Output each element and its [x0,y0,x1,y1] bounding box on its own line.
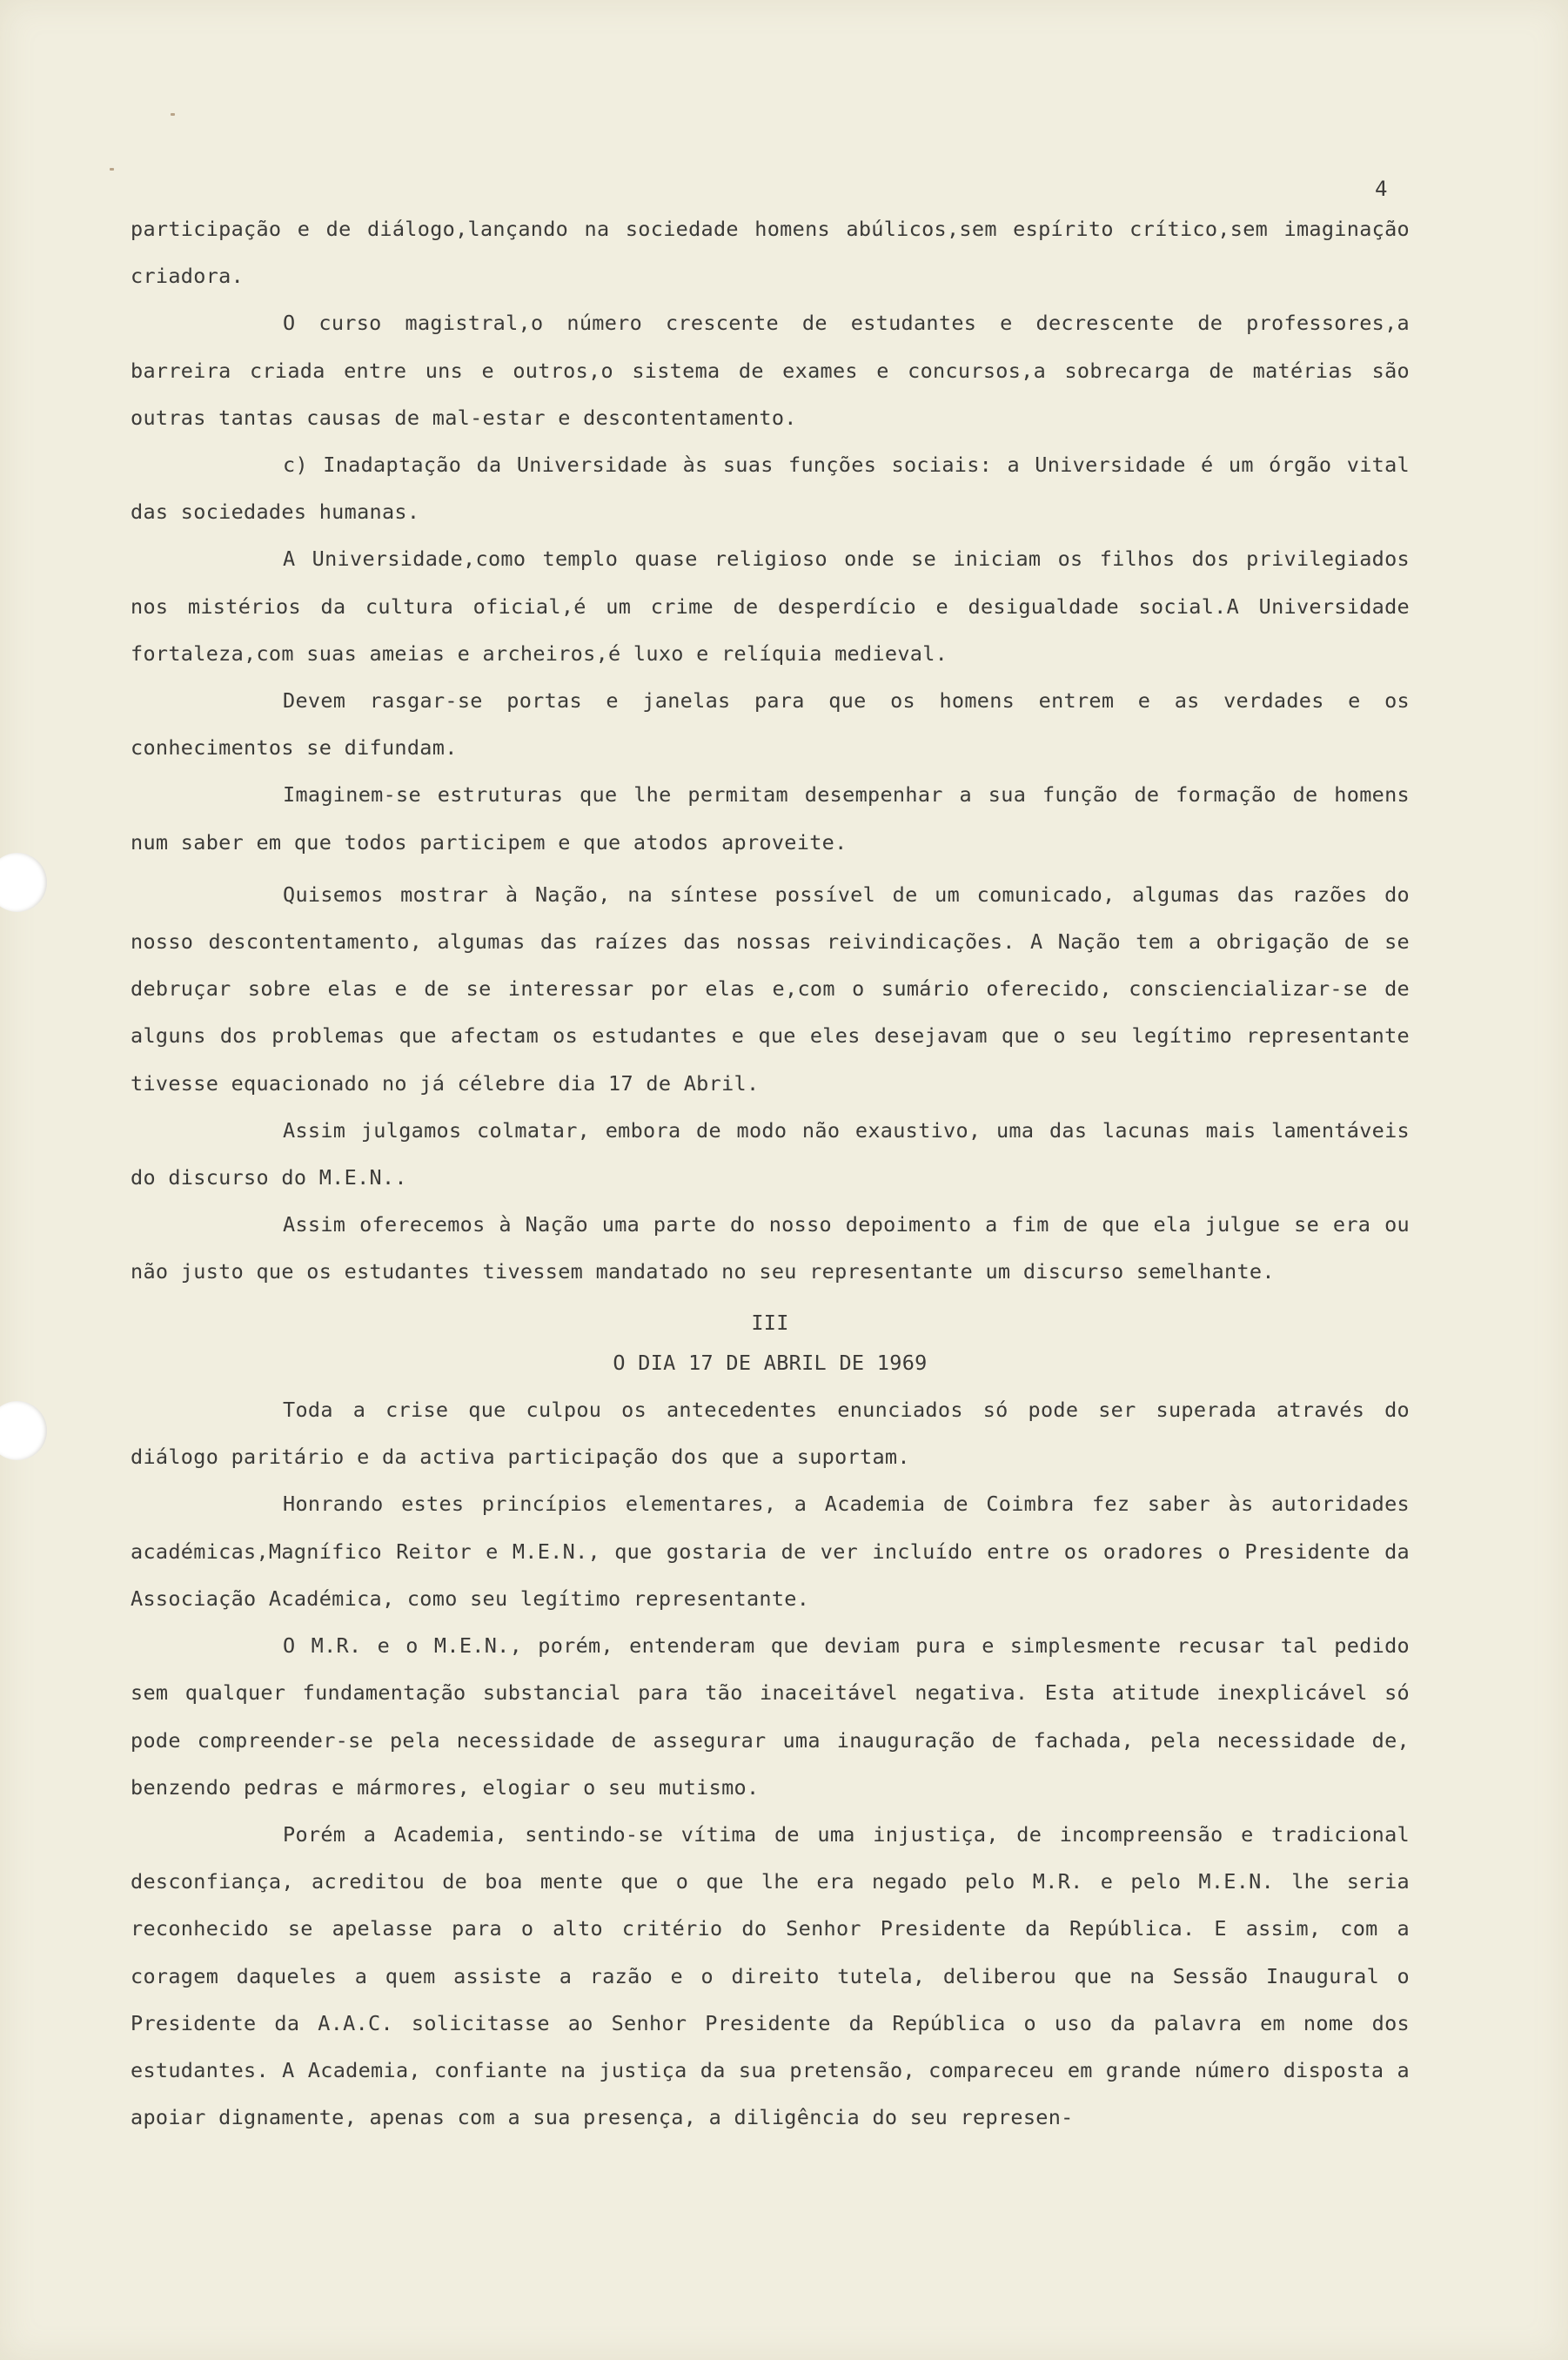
paragraph: Porém a Academia, sentindo-se vítima de uma injustiça, de incompreensão e tradicional desconfiança, acreditou de boa mente que o que lhe era negado pelo M.R. e pelo M.E.N. lhe seria reconhecido se apelasse para o alto critério do Senhor Presidente da República. E assim, com a coragem daqueles a quem assiste a razão e o direito tutela, deliberou que na Sessão Inaugural o Presidente da A.A.C. solicitasse ao Senhor Presidente da República o uso da palavra em nome dos estudantes. A Academia, confiante na justiça da sua pretensão, compareceu em grande número disposta a apoiar dignamente, apenas com a sua presença, a diligência do seu represen- [131,1821,1410,2130]
punch-hole [0,853,47,912]
paragraph: Devem rasgar-se portas e janelas para que os homens entrem e as verdades e os conhecimentos se difundam. [131,688,1410,761]
section-title: O DIA 17 DE ABRIL DE 1969 [613,1350,928,1375]
paragraph: Assim oferecemos à Nação uma parte do nosso depoimento a fim de que ela julgue se era ou não justo que os estudantes tivessem mandatado no seu representante um discurso semelhante. [131,1212,1410,1284]
paragraph: c) Inadaptação da Universidade às suas funções sociais: a Universidade é um órgão vital das sociedades humanas. [131,453,1410,525]
page-number: 4 [1375,177,1388,201]
paragraph: participação e de diálogo,lançando na sociedade homens abúlicos,sem espírito crítico,sem imaginação criadora. [131,217,1410,289]
paragraph: Imaginem-se estruturas que lhe permitam desempenhar a sua função de formação de homens num saber em que todos participem e que atodos aproveite. [131,782,1410,855]
paragraph: Assim julgamos colmatar, embora de modo não exaustivo, uma das lacunas mais lamentáveis do discurso do M.E.N.. [131,1117,1410,1190]
paragraph: A Universidade,como templo quase religioso onde se iniciam os filhos dos privilegiados nos mistérios da cultura oficial,é um crime de desperdício e desigualdade social.A Universidade fortaleza,com suas ameias e archeiros,é luxo e relíquia medieval. [131,546,1410,666]
punch-hole [0,1401,47,1460]
paragraph: Quisemos mostrar à Nação, na síntese possível de um comunicado, algumas das razões do nosso descontentamento, algumas das raízes das nossas reivindicações. A Nação tem a obrigação de se debruçar sobre elas e de se interessar por elas e,com o sumário oferecido, consciencializar-se de alguns dos problemas que afectam os estudantes e que eles desejavam que o seu legítimo representante tivesse equacionado no já célebre dia 17 de Abril. [131,882,1410,1096]
paper-speck [110,168,114,171]
body-text [131,205,1410,2141]
paragraph: O M.R. e o M.E.N., porém, entenderam que deviam pura e simplesmente recusar tal pedido sem qualquer fundamentação substancial para tão inaceitável negativa. Esta atitude inexplicável só pode compreender-se pela necessidade de assegurar uma inauguração de fachada, pela necessidade de, benzendo pedras e mármores, elogiar o seu mutismo. [131,1633,1410,1800]
paragraph: O curso magistral,o número crescente de estudantes e decrescente de professores,a barreira criada entre uns e outros,o sistema de exames e concursos,a sobrecarga de matérias são outras tantas causas de mal-estar e descontentamento. [131,311,1410,430]
section-number: III [751,1310,789,1335]
paragraph: Honrando estes princípios elementares, a Academia de Coimbra fez saber às autoridades académicas,Magnífico Reitor e M.E.N., que gostaria de ver incluído entre os oradores o Presidente da Associação Académica, como seu legítimo representante. [131,1492,1410,1611]
paper-speck [171,113,175,116]
paragraph: Toda a crise que culpou os antecedentes enunciados só pode ser superada através do diálogo paritário e da activa participação dos que a suportam. [131,1398,1410,1470]
